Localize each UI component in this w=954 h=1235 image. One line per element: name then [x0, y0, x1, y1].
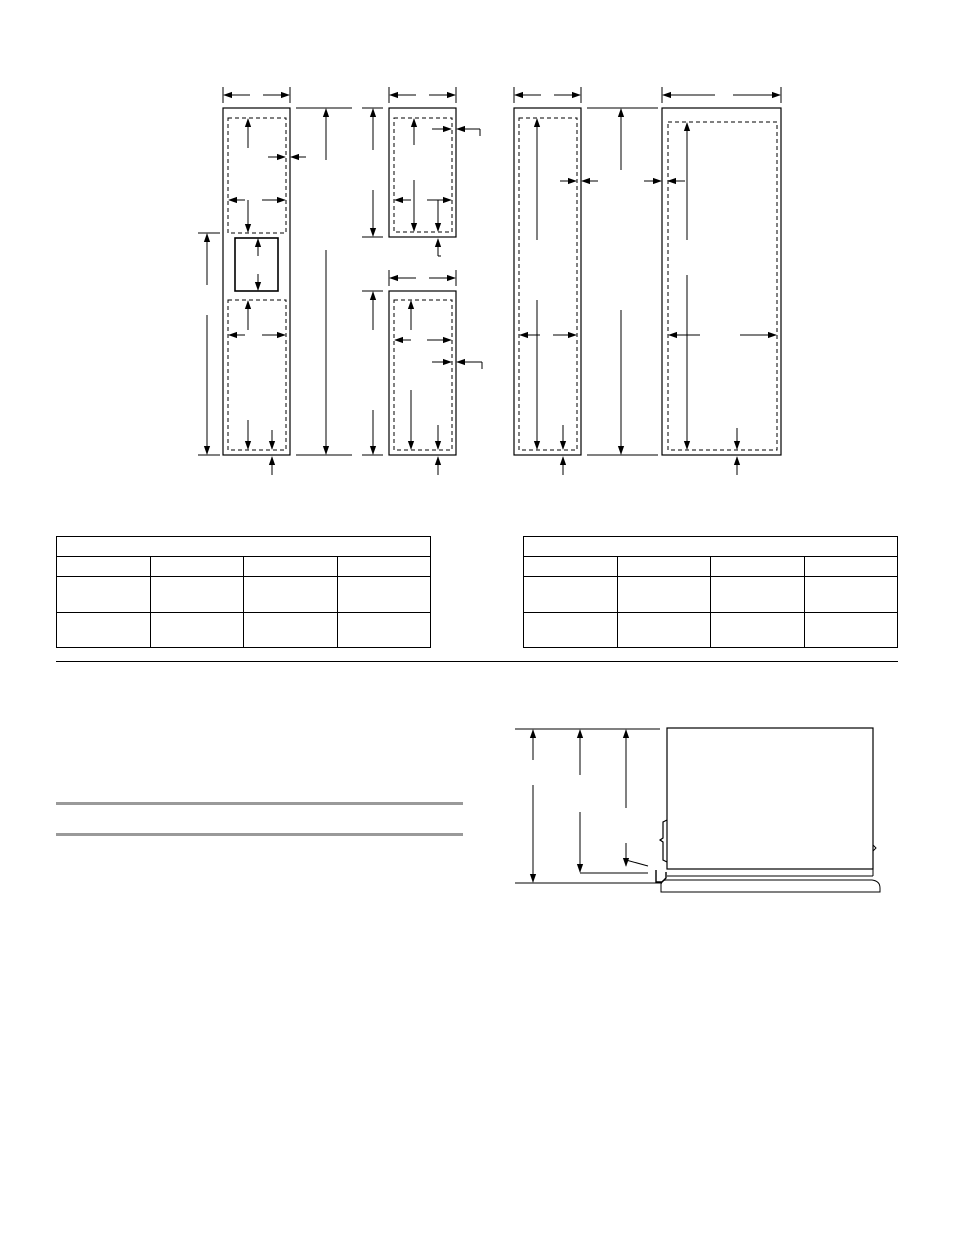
- table-cell: [804, 577, 898, 613]
- panel-d-wide-door: [644, 87, 781, 475]
- dimension-table-right: [523, 536, 898, 648]
- table-cell: [337, 577, 431, 613]
- table-cell: [57, 613, 151, 648]
- table-header-cell: [524, 557, 618, 577]
- table-cell: [711, 613, 805, 648]
- heading-rule-bottom: [56, 833, 463, 836]
- table-cell: [617, 613, 711, 648]
- table-cell: [617, 577, 711, 613]
- panel-a-freezer-door-with-dispenser: [198, 87, 352, 475]
- table-row: [57, 577, 431, 613]
- table-cell: [524, 577, 618, 613]
- panel-b-stacked-doors: [362, 87, 482, 475]
- table-header-cell: [150, 557, 244, 577]
- table-row: [524, 613, 898, 648]
- table-cell: [711, 577, 805, 613]
- panel-c-narrow-door: [514, 87, 598, 475]
- table-row: [57, 613, 431, 648]
- table-cell: [244, 577, 338, 613]
- table-title: [57, 537, 431, 557]
- table-header-cell: [711, 557, 805, 577]
- heading-rule-top: [56, 802, 463, 805]
- table-cell: [244, 613, 338, 648]
- table-title: [524, 537, 898, 557]
- table-cell: [150, 613, 244, 648]
- door-panel-dimension-diagram: [0, 0, 954, 500]
- table-cell: [337, 613, 431, 648]
- table-header-cell: [337, 557, 431, 577]
- table-row: [524, 577, 898, 613]
- table-cell: [57, 577, 151, 613]
- table-header-cell: [244, 557, 338, 577]
- section-divider: [56, 661, 898, 662]
- table-cell: [150, 577, 244, 613]
- overall-height-dimension: [587, 108, 658, 455]
- table-header-cell: [57, 557, 151, 577]
- table-cell: [804, 613, 898, 648]
- dimension-table-left: [56, 536, 431, 648]
- table-cell: [524, 613, 618, 648]
- table-header-cell: [804, 557, 898, 577]
- table-header-cell: [617, 557, 711, 577]
